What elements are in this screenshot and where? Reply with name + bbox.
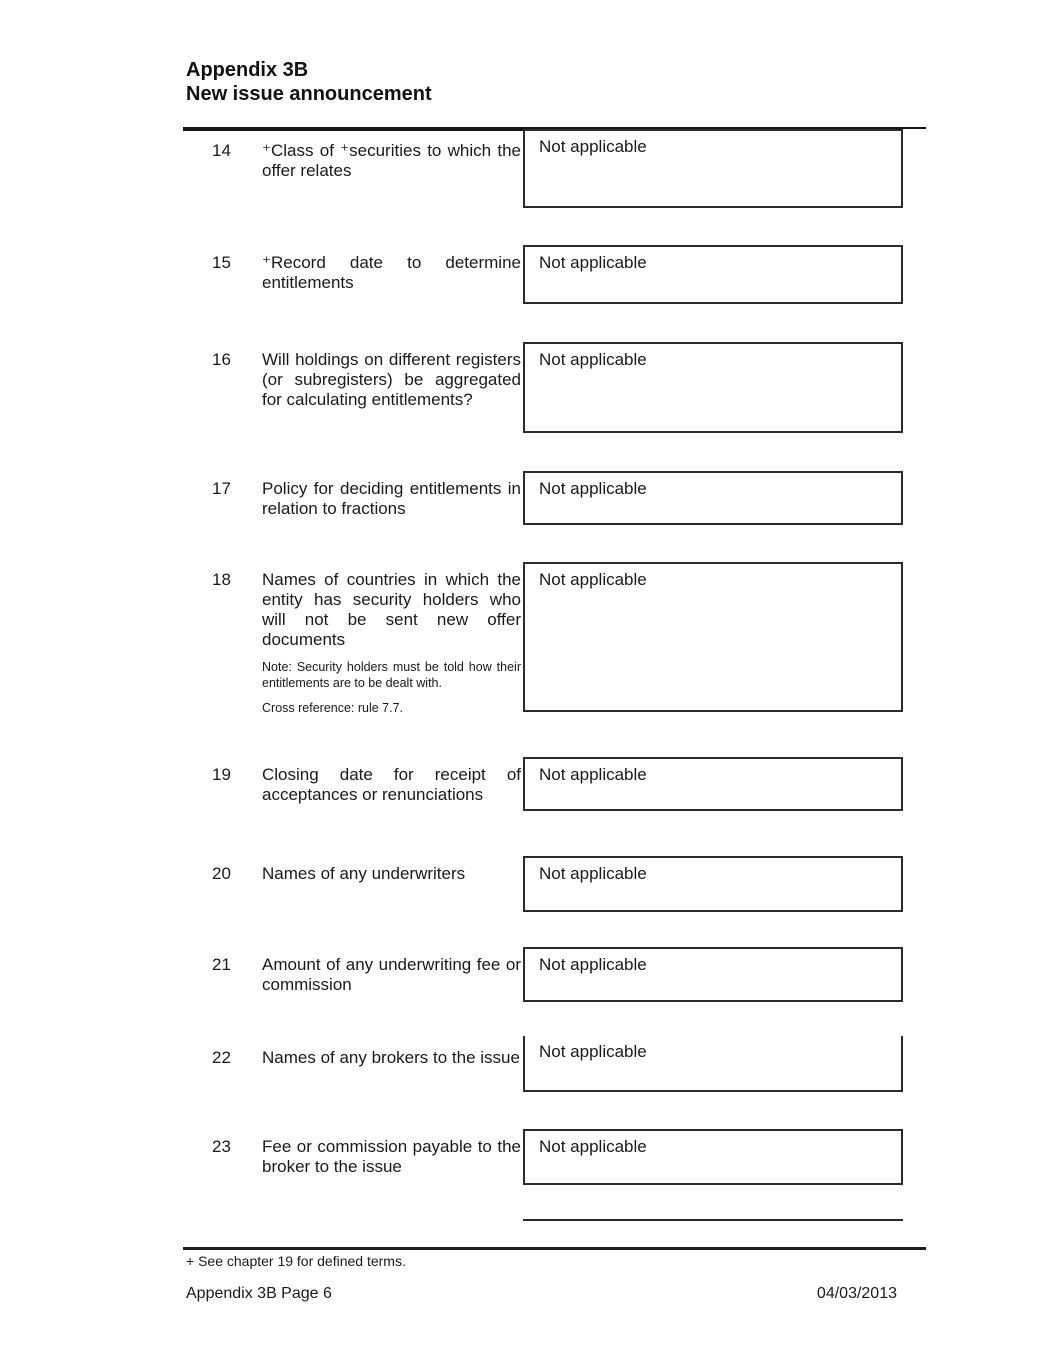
item-label-text: Fee or commission payable to the broker to the issue: [262, 1137, 521, 1176]
item-label: [262, 245, 521, 293]
item-number: 23: [212, 1137, 231, 1156]
item-number: 17: [212, 479, 231, 498]
footer-date: 04/03/2013: [816, 1285, 897, 1302]
item-label: [262, 471, 521, 519]
answer-value: Not applicable: [539, 1042, 647, 1061]
header-rule-extension: [903, 127, 926, 129]
item-number: 21: [212, 955, 231, 974]
item-label: [262, 129, 521, 181]
item-label-text: Amount of any underwriting fee or commission: [262, 955, 521, 994]
item-number: 16: [212, 350, 231, 369]
item-label: [262, 947, 521, 995]
item-label: [262, 342, 521, 410]
signature-line: [523, 1219, 903, 1221]
answer-value: Not applicable: [539, 955, 647, 974]
page-title: [186, 58, 432, 106]
answer-box-14: [523, 129, 903, 208]
item-label-text: ⁺Class of ⁺securities to which the offer relates: [262, 141, 521, 180]
answer-value: Not applicable: [539, 570, 647, 589]
item-number: 20: [212, 864, 231, 883]
item-number: 18: [212, 570, 231, 589]
item-label-text: Names of any underwriters: [262, 864, 466, 883]
item-label: [262, 1036, 521, 1068]
page-title-line1: Appendix 3B: [186, 59, 309, 81]
answer-box-21: [523, 947, 903, 1002]
answer-value: Not applicable: [539, 253, 647, 272]
item-label-text: Will holdings on different registers (or subregisters) be aggregated for calculating entitlements?: [262, 350, 521, 409]
item-label-text: Policy for deciding entitlements in relation to fractions: [262, 479, 521, 518]
answer-box-22: [523, 1036, 903, 1092]
answer-box-16: [523, 342, 903, 433]
item-number: 15: [212, 253, 231, 272]
item-label-text: Names of countries in which the entity has security holders who will not be sent new offer documents: [262, 570, 521, 649]
item-label: [262, 856, 521, 884]
answer-value: Not applicable: [539, 350, 647, 369]
item-number: 14: [212, 141, 231, 160]
answer-value: Not applicable: [539, 765, 647, 784]
page-title-line2: New issue announcement: [186, 83, 432, 105]
item-label-text: Closing date for receipt of acceptances or renunciations: [262, 765, 521, 804]
answer-value: Not applicable: [539, 864, 647, 883]
item-note: Note: Security holders must be told how their entitlements are to be dealt with.: [262, 660, 521, 690]
answer-box-20: [523, 856, 903, 912]
defined-terms-footnote: + See chapter 19 for defined terms.: [186, 1253, 406, 1269]
item-cross-reference: Cross reference: rule 7.7.: [262, 701, 404, 715]
answer-box-18: [523, 562, 903, 712]
answer-box-19: [523, 757, 903, 811]
item-label-text: ⁺Record date to determine entitlements: [262, 253, 521, 292]
answer-value: Not applicable: [539, 137, 647, 156]
answer-box-17: [523, 471, 903, 525]
item-label-text: Names of any brokers to the issue: [262, 1048, 520, 1067]
answer-box-15: [523, 245, 903, 304]
item-number: 19: [212, 765, 231, 784]
answer-value: Not applicable: [539, 1137, 647, 1156]
footer-rule: [183, 1247, 926, 1250]
item-label: [262, 757, 521, 805]
footer-page-label: Appendix 3B Page 6: [186, 1285, 332, 1302]
answer-value: Not applicable: [539, 479, 647, 498]
item-label: [262, 1129, 521, 1177]
item-number: 22: [212, 1048, 231, 1067]
item-label: [262, 562, 521, 717]
answer-box-23: [523, 1129, 903, 1185]
